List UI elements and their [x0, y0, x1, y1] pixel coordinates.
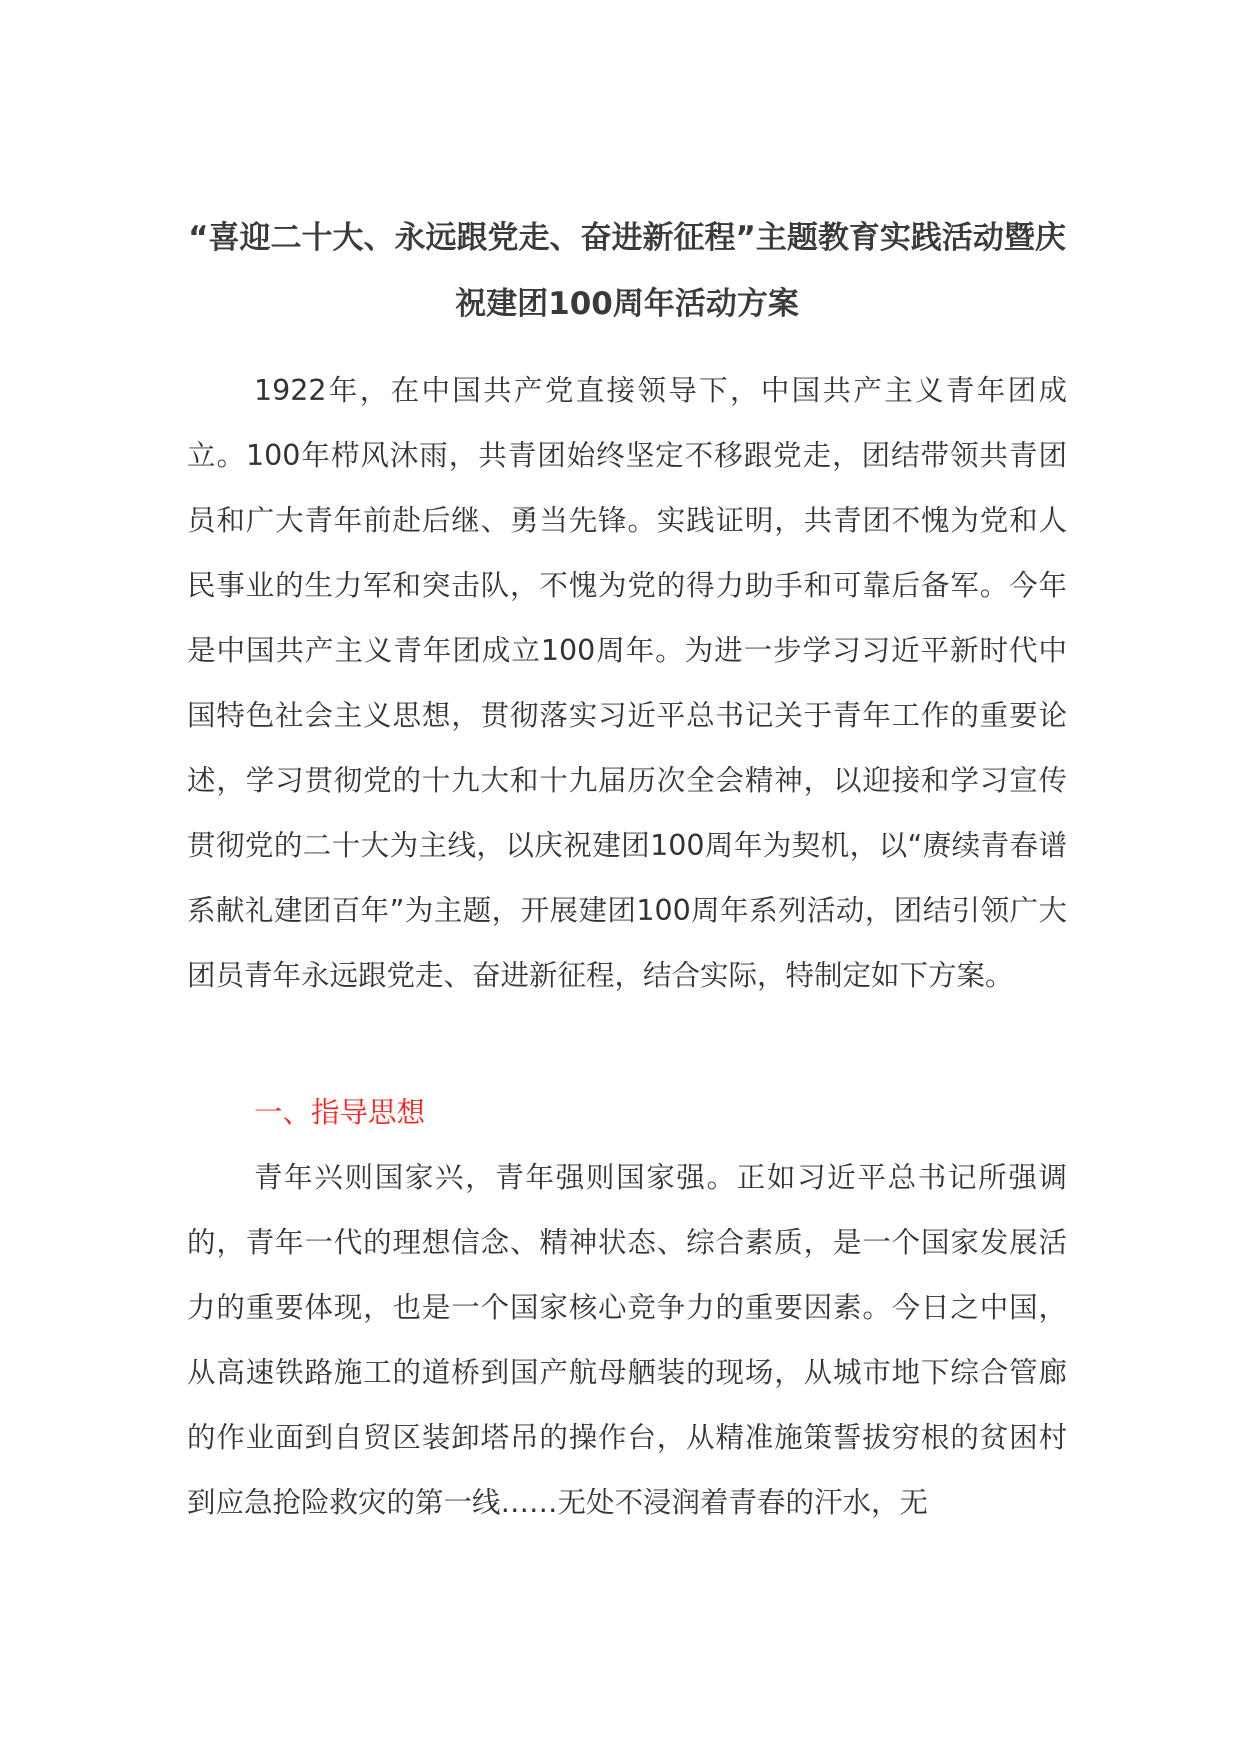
section-paragraph-guiding-ideology: 青年兴则国家兴，青年强则国家强。正如习近平总书记所强调的，青年一代的理想信念、精神状态、综合素质，是一个国家发展活力的重要体现，也是一个国家核心竞争力的重要因素。今日之中国，从高速铁路施工的道桥到国产航母舾装的现场，从城市地下综合管廊的作业面到自贸区装卸塔吊的操作台，从精准施策誓拔穷根的贫困村到应急抢险救灾的第一线……无处不浸润着青春的汗水，无 — [187, 1161, 1067, 1519]
document-title: “喜迎二十大、永远跟党走、奋进新征程”主题教育实践活动暨庆祝建团100周年活动方案 — [188, 220, 1066, 322]
section-heading-guiding-ideology: 一、指导思想 — [254, 1096, 426, 1129]
intro-paragraph: 1922年，在中国共产党直接领导下，中国共产主义青年团成立。100年栉风沐雨，共青团始终坚定不移跟党走，团结带领共青团员和广大青年前赴后继、勇当先锋。实践证明，共青团不愧为党和人民事业的生力军和突击队，不愧为党的得力助手和可靠后备军。今年是中国共产主义青年团成立100周年。为进一步学习习近平新时代中国特色社会主义思想，贯彻落实习近平总书记关于青年工作的重要论述，学习贯彻党的十九大和十九届历次全会精神，以迎接和学习宣传贯彻党的二十大为主线，以庆祝建团100周年为契机，以“赓续青春谱系献礼建团百年”为主题，开展建团100周年系列活动，团结引领广大团员青年永远跟党走、奋进新征程，结合实际，特制定如下方案。 — [187, 374, 1067, 992]
